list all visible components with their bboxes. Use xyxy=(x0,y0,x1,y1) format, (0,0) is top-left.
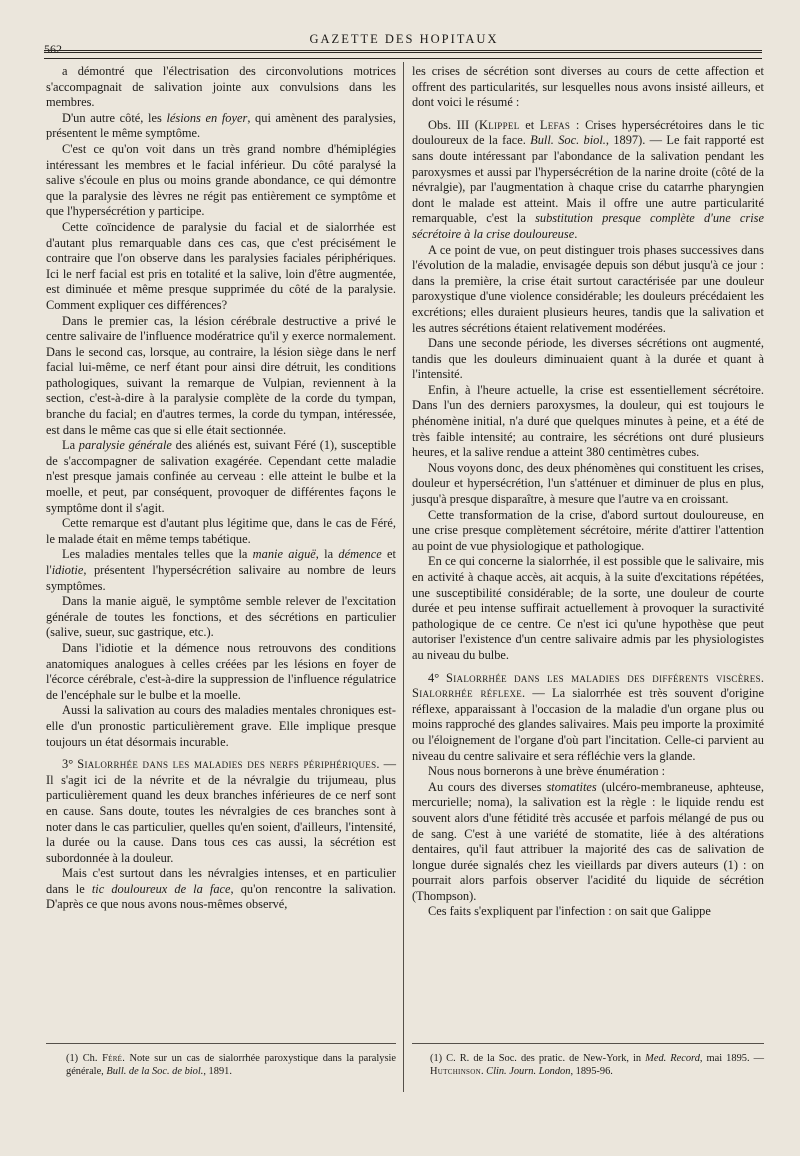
footnote-right: (1) C. R. de la Soc. des pratic. de New-York, in Med. Record, mai 1895. — Hutchinson. Clin. Journ. London, 1895-96. xyxy=(430,1053,764,1077)
italic-text: idiotie xyxy=(51,563,84,577)
paragraph: Cette remarque est d'autant plus légitime que, dans le cas de Féré, le malade était en même temps tabétique. xyxy=(46,516,396,546)
section-heading-paragraph: 4° Sialorrhée dans les maladies des différents viscères. Sialorrhée réflexe. — La sialorrhée est très souvent d'origine réflexe, apparaissant à l'occasion de la maladie d'un organe plus ou moins rapproché des glandes salivaires. Mais peu importe la proximité ou l'éloignement de l'organe d'où part l'incitation. Celle-ci parvient au niveau du centre salivaire et sera réfléchie vers la glande. xyxy=(412,670,765,763)
italic-text: substitution presque complète d'une crise sécrétoire à la crise douloureuse xyxy=(412,211,765,241)
paragraph: D'un autre côté, les lésions en foyer, qui amènent des paralysies, présentent le même symptôme. xyxy=(46,110,396,141)
italic-text: Med. Record xyxy=(645,1053,700,1064)
paragraph: Nous voyons donc, des deux phénomènes qui constituent les crises, douleur et hypersécrétion, l'un s'atténuer et diminuer de plus en plus, jusqu'à presque disparaître, à mesure que l'autre va en croissant. xyxy=(412,460,764,507)
italic-text: Bull. Soc. biol. xyxy=(530,133,606,148)
journal-title: GAZETTE DES HOPITAUX xyxy=(309,32,499,46)
paragraph: Enfin, à l'heure actuelle, la crise est essentiellement sécrétoire. Dans l'un des derniers paroxysmes, la douleur, qui est toujours le phénomène initial, n'a duré que quelques minutes à peine, et a été de très faible intensité; au contraire, les sécrétions ont duré plusieurs heures, et la salive rendue a atteint 380 centimètres cubes. xyxy=(412,382,764,460)
paragraph: C'est ce qu'on voit dans un très grand nombre d'hémiplégies intéressant les membres et le facial inférieur. Du côté paralysé la salive s'écoule en plus ou moins grande abondance, ce qui démontre que la paralysie des lèvres ne régit pas entièrement ce symptôme et que l'hypersécrétion y participe. xyxy=(46,141,396,219)
italic-text: Bull. de la Soc. de biol. xyxy=(106,1066,204,1077)
paragraph: Au cours des diverses stomatites (ulcéro-membraneuse, aphteuse, mercurielle; noma), la salivation est la règle : le liquide rendu est souvent alors d'une fétidité très accusée et parfois mélangé de pus ou de sang. C'est à une variété de stomatite, liée à des altérations dentaires, qu'il faut attribuer la majorité des cas de salivation de longue durée signalés chez les vieillards par divers auteurs (1) : on pourrait alors parfois observer l'acidité du liquide de sécrétion (Thompson). xyxy=(412,779,764,903)
column-divider xyxy=(403,62,404,1092)
italic-text: tic douloureux de la face xyxy=(91,881,231,896)
paragraph: Les maladies mentales telles que la manie aiguë, la démence et l'idiotie, présentent l'hypersécrétion salivaire au nombre de leurs symptômes. xyxy=(46,547,396,593)
header-rule xyxy=(44,50,762,53)
page-header xyxy=(44,28,764,56)
paragraph: A ce point de vue, on peut distinguer trois phases successives dans l'évolution de la maladie, envisagée depuis son début jusqu'à ce jour : dans la première, la crise était surtout caractérisée par une douleur paroxystique d'une violence considérable; les douleurs précédaient les excrétions; elles duraient plusieurs heures, tandis que la salivation et les autres sécrétions étaient relativement modérées. xyxy=(412,242,764,335)
paragraph: Dans la manie aiguë, le symptôme semble relever de l'excitation générale de toutes les fonctions, et des sécrétions en particulier (salive, sueur, suc gastrique, etc.). xyxy=(46,594,396,640)
paragraph: Cette coïncidence de paralysie du facial et de sialorrhée est d'autant plus remarquable dans ces cas, que c'est précisément le contraire que l'on observe dans les paralysies faciales périphériques. Ici le nerf facial est pris en totalité et la salive, loin d'être augmentée, est diminuée et même presque supprimée du côté de la paralysie. Comment expliquer ces différences? xyxy=(46,219,396,312)
small-caps-text: Féré xyxy=(102,1053,123,1064)
italic-text: démence xyxy=(338,547,382,562)
small-caps-text: Sialorrhée dans les maladies des différents viscères xyxy=(446,670,761,685)
footnote-rule-right xyxy=(412,1043,764,1044)
small-caps-text: Sialorrhée réflexe xyxy=(412,686,523,701)
italic-text: manie aiguë xyxy=(252,547,316,562)
paragraph: a démontré que l'électrisation des circonvolutions motrices s'accompagnait de salivation jointe aux convulsions dans les membres. xyxy=(46,64,396,110)
small-caps-text: Sialorrhée dans les maladies des nerfs périphériques xyxy=(77,757,377,772)
italic-text: lésions en foyer xyxy=(166,110,248,125)
paragraph: Aussi la salivation au cours des maladies mentales chroniques est-elle d'un pronostic particulièrement grave. Elle implique presque toujours un état désormais incurable. xyxy=(46,703,396,749)
section-heading-paragraph: 3° Sialorrhée dans les maladies des nerfs périphériques. — Il s'agit ici de la névrite et de la névralgie du trijumeau, plus particulièrement quand les deux branches inférieures de ce nerf sont en cause. Sans doute, toutes les névralgies de ces branches sont à noter dans le cas particulier, quelles qu'en soient, d'ailleurs, l'intensité, la durée ou la cause. Dans tous ces cas aussi, la sécrétion est subordonnée à la douleur. xyxy=(46,757,396,865)
paragraph: Dans une seconde période, les diverses sécrétions ont augmenté, tandis que les douleurs diminuaient quant à la durée et quant à l'intensité. xyxy=(412,336,764,382)
italic-text: Clin. Journ. London xyxy=(486,1066,571,1077)
page-number: 562 xyxy=(44,42,62,56)
footnote-left: (1) Ch. Féré. Note sur un cas de sialorrhée paroxystique dans la paralysie générale, Bull. de la Soc. de biol., 1891. xyxy=(66,1053,396,1077)
footnote-rule-left xyxy=(46,1043,396,1044)
paragraph: Dans l'idiotie et la démence nous retrouvons des conditions anatomiques analogues à celles créées par les lésions en foyer de l'écorce cérébrale, c'est-à-dire la suppression de l'influence régulatrice de l'encéphale sur le bulbe et la moelle. xyxy=(46,640,396,702)
italic-text: paralysie générale xyxy=(78,438,172,453)
paragraph: Mais c'est surtout dans les névralgies intenses, et en particulier dans le tic douloureux de la face, qu'on rencontre la salivation. D'après ce que nous avons nous-mêmes observé, xyxy=(46,866,396,912)
small-caps-text: Klippel xyxy=(478,117,520,132)
paragraph: Ces faits s'expliquent par l'infection : on sait que Galippe xyxy=(428,904,711,919)
left-column xyxy=(46,64,396,913)
italic-text: stomatites xyxy=(546,779,597,794)
section-heading-paragraph: Obs. III (Klippel et Lefas : Crises hypersécrétoires dans le tic douloureux de la face. Bull. Soc. biol., 1897). — Le fait rapporté est sans doute intéressant par l'abondance de la salivation pendant les paroxysmes et aussi par l'hypersécrétion de la narine droite (côté de la névralgie), par l'augmentation à chaque crise du catarrhe pharyngien dont le malade est atteint. Mais il offre une autre particularité remarquable, c'est la substitution presque complète d'une crise sécrétoire à la crise douloureuse. xyxy=(412,117,765,241)
paragraph: Cette transformation de la crise, d'abord surtout douloureuse, en une crise presque complètement sécrétoire, mérite d'attirer l'attention au point de vue physiologique et pathologique. xyxy=(412,507,764,553)
paragraph: La paralysie générale des aliénés est, suivant Féré (1), susceptible de s'accompagner de salivation exagérée. Cependant cette maladie n'est presque jamais confinée au cerveau : elle atteint le bulbe et la moelle, et peut, par conséquent, provoquer de différentes façons le symptôme dont il s'agit. xyxy=(46,438,397,515)
paragraph: les crises de sécrétion sont diverses au cours de cette affection et offrent des particularités, sur lesquelles nous avons insisté ailleurs, et dont voici le résumé : xyxy=(412,64,764,110)
right-column xyxy=(412,64,764,920)
small-caps-text: Lefas xyxy=(539,117,571,132)
paragraph: Nous nous bornerons à une brève énumération : xyxy=(428,764,666,779)
small-caps-text: Hutchinson xyxy=(430,1066,481,1077)
header-rule-thin xyxy=(44,58,762,59)
paragraph: Dans le premier cas, la lésion cérébrale destructive a privé le centre salivaire de l'influence modératrice qu'il y exerce normalement. Dans le second cas, lorsque, au contraire, la lésion siège dans le nerf facial lui-même, ce nerf étant pour ainsi dire détruit, les conditions pathologiques, suivant la remarque de Vulpian, reviennent à la section, c'est-à-dire à la paralysie complète de la corde du tympan, branche du facial; en d'autres termes, la corde du tympan, intéressée, est dans le même cas que si elle était sectionnée. xyxy=(46,313,396,437)
paragraph: En ce qui concerne la sialorrhée, il est possible que le salivaire, mis en activité à chaque accès, ait acquis, à la suite d'excitations répétées, une susceptibilité considérable; de la sorte, une douleur de courte durée et peu intense suffirait actuellement à provoquer la suractivité pathologique de ce centre. Ce n'est ici qu'une hypothèse que peut autoriser l'existence d'un centre salivaire admis par les physiologistes au niveau du bulbe. xyxy=(412,554,764,662)
